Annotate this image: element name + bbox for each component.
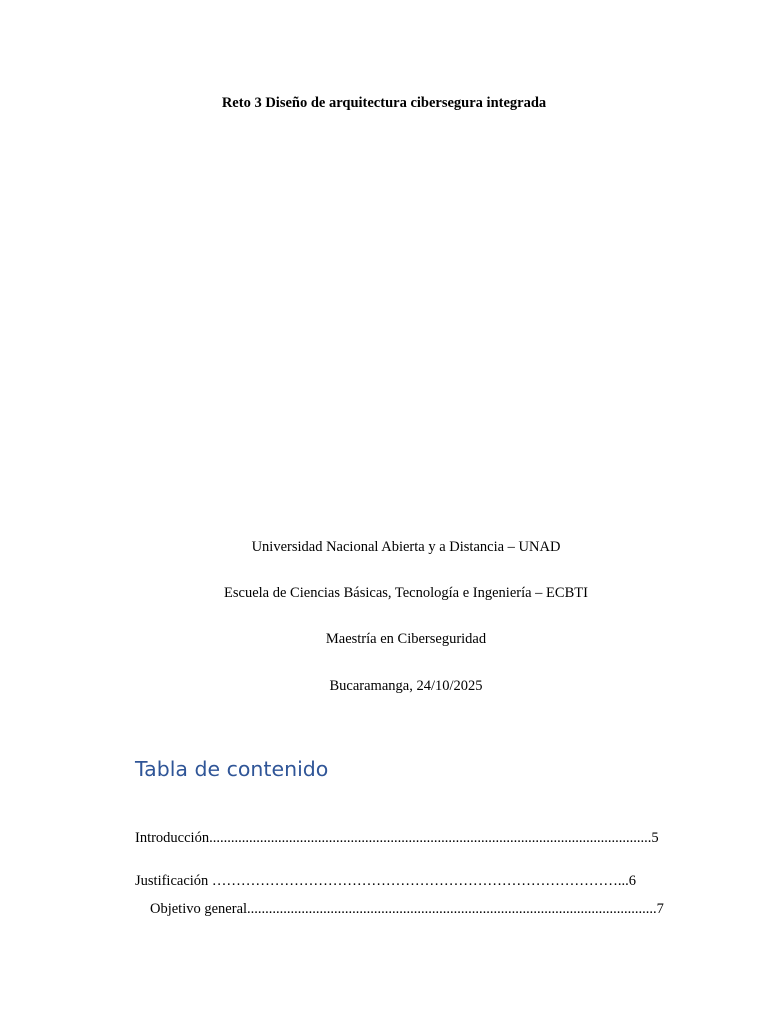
document-title: Reto 3 Diseño de arquitectura cibersegura integrada [221,95,547,111]
cover-school: Escuela de Ciencias Básicas, Tecnología e Ingeniería – ECBTI [224,585,588,601]
toc-entry-introduccion[interactable]: Introducción..........................................................................................................................5 [135,830,659,846]
toc-heading: Tabla de contenido [135,757,329,781]
toc-entry-objetivo-general[interactable]: Objetivo general.................................................................................................................7 [150,901,664,917]
toc-entry-justificacion[interactable]: Justificación …………………………………………………………………………...6 [135,873,637,889]
cover-place-date: Bucaramanga, 24/10/2025 [329,678,483,694]
cover-program: Maestría en Ciberseguridad [325,631,487,647]
cover-university: Universidad Nacional Abierta y a Distancia – UNAD [251,539,561,555]
